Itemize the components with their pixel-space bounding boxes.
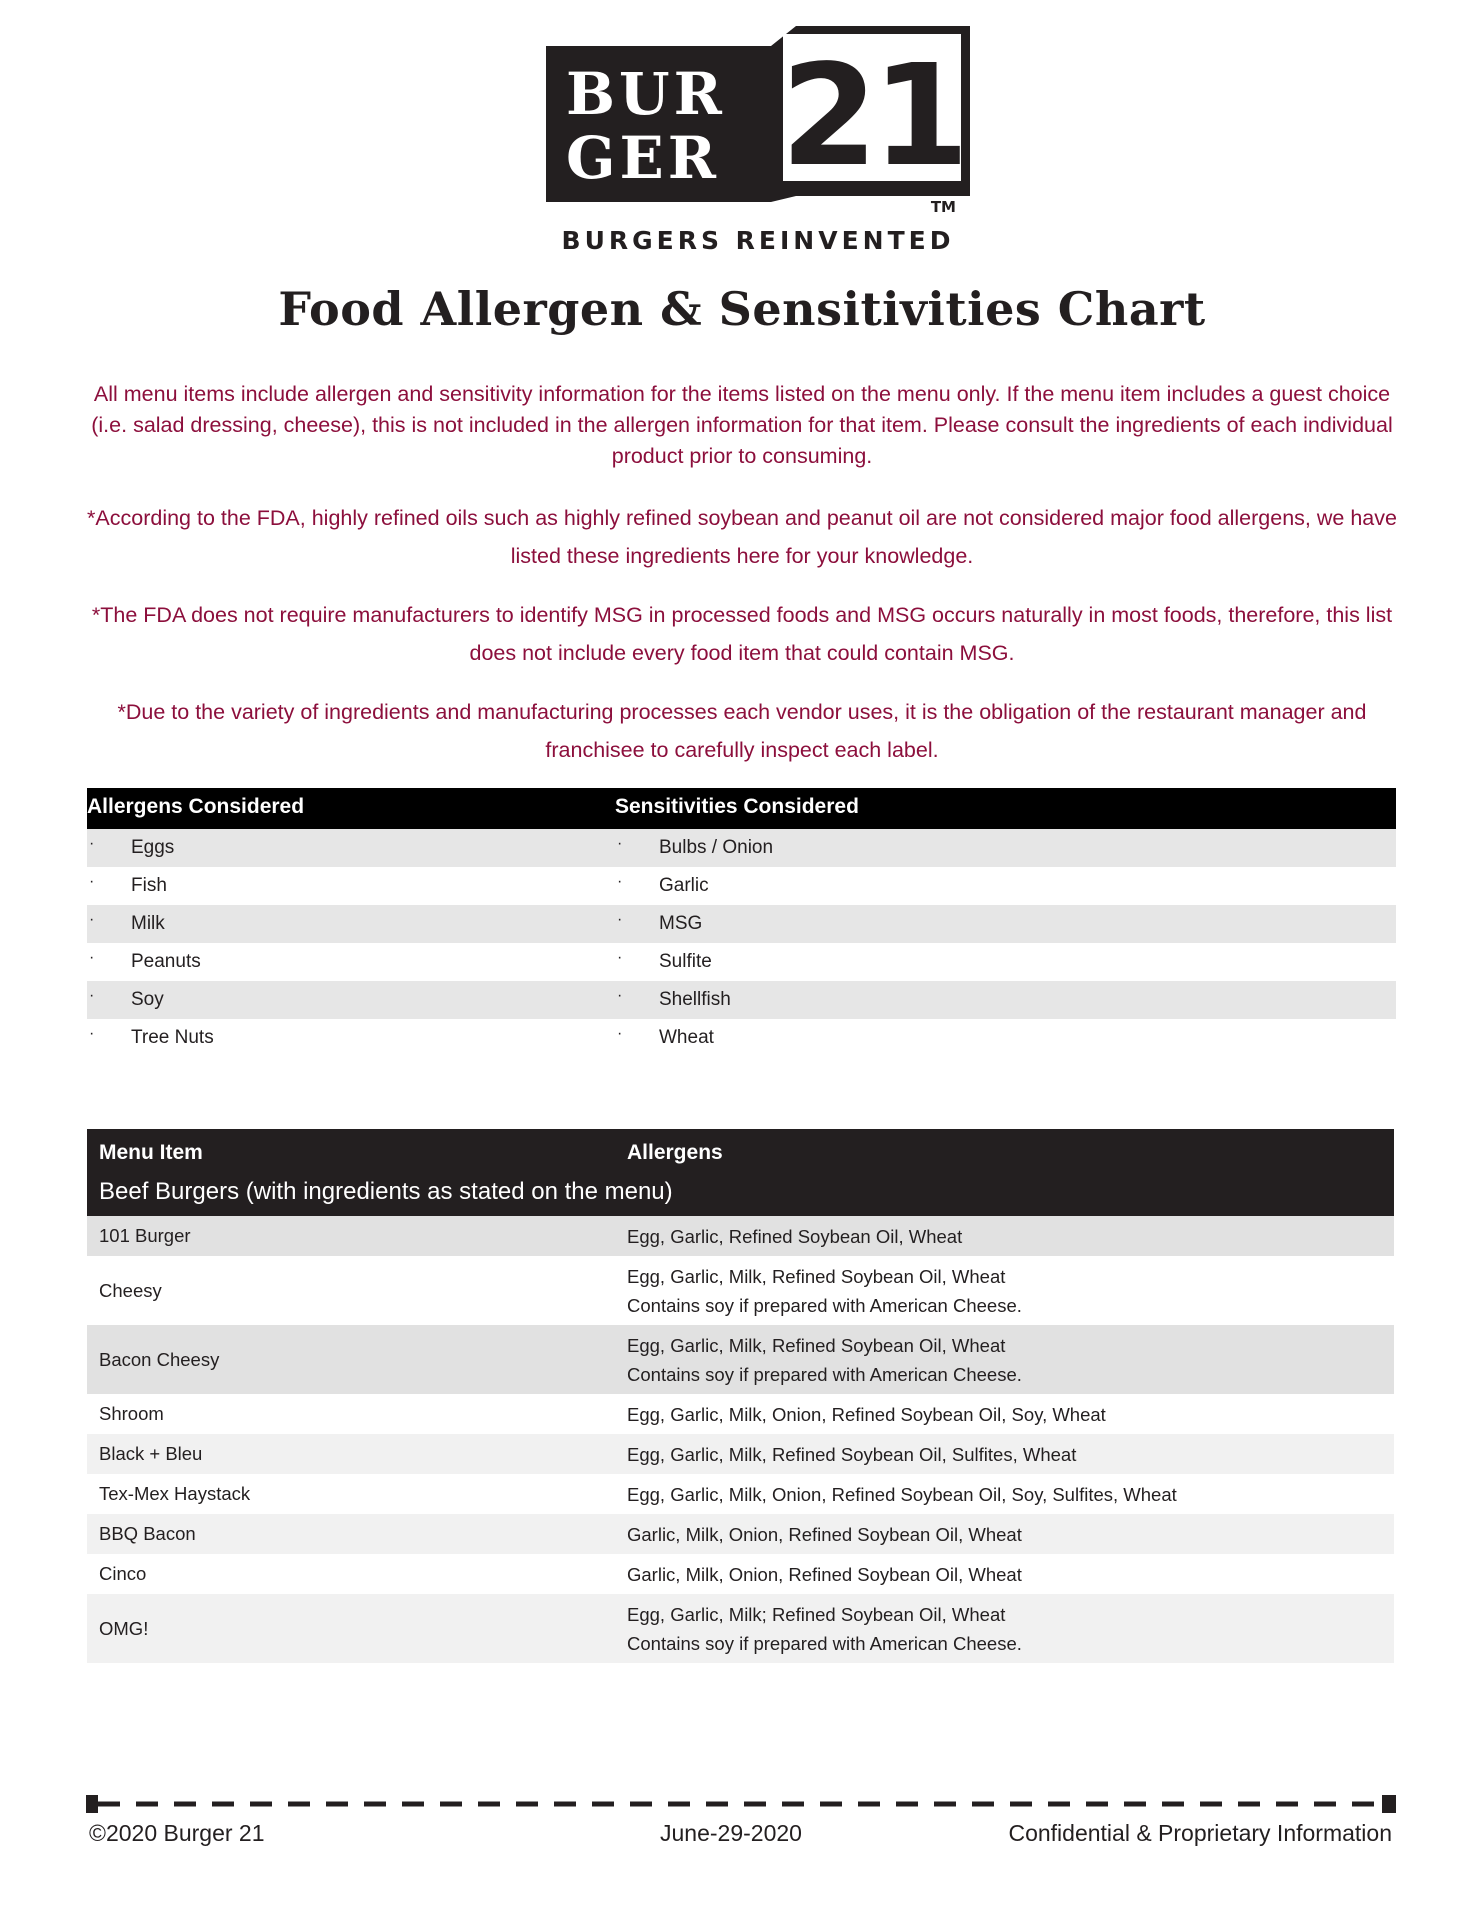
sensitivity-item: Shellfish (659, 989, 731, 1010)
footer-date: June-29-2020 (660, 1820, 802, 1846)
considered-rows (87, 829, 1396, 1057)
bullet-icon: · (617, 911, 623, 928)
bullet-icon: · (617, 835, 623, 852)
section-heading-beef-burgers: Beef Burgers (with ingredients as stated on the menu) (99, 1178, 673, 1205)
logo-tagline: BURGERS REINVENTED (561, 226, 955, 255)
bullet-icon: · (89, 873, 95, 890)
allergen-item: Fish (131, 875, 167, 896)
allergens-column-heading: Allergens (627, 1141, 723, 1164)
footer-copyright: ©2020 Burger 21 (89, 1820, 265, 1846)
menu-item-name: 101 Burger (99, 1225, 191, 1246)
considered-row (87, 829, 1396, 867)
allergen-list: Egg, Garlic, Milk; Refined Soybean Oil, Wheat (627, 1603, 1006, 1625)
allergen-item: Tree Nuts (131, 1027, 214, 1048)
table-row (87, 1394, 1394, 1434)
considered-header (87, 788, 1396, 829)
considered-row (87, 981, 1396, 1019)
allergen-cell (627, 1331, 1022, 1389)
considered-row (87, 867, 1396, 905)
allergen-cell (627, 1520, 1022, 1549)
sensitivities-considered-heading: Sensitivities Considered (615, 795, 859, 818)
allergen-cell (627, 1600, 1022, 1658)
allergens-considered-heading: Allergens Considered (87, 795, 305, 818)
table-row (87, 1554, 1394, 1594)
allergen-cell (627, 1440, 1076, 1469)
allergen-cell (627, 1480, 1177, 1509)
bullet-icon: · (89, 987, 95, 1004)
allergen-list: Egg, Garlic, Milk, Onion, Refined Soybean Oil, Soy, Sulfites, Wheat (627, 1483, 1177, 1505)
table-row (87, 1514, 1394, 1554)
allergen-list: Egg, Garlic, Milk, Refined Soybean Oil, Sulfites, Wheat (627, 1443, 1077, 1465)
menu-item-name: Bacon Cheesy (99, 1348, 220, 1370)
menu-allergen-table (87, 1129, 1394, 1663)
burger21-logo (546, 26, 970, 256)
allergen-item: Peanuts (131, 951, 201, 972)
table-row (87, 1256, 1394, 1325)
allergen-list: Garlic, Milk, Onion, Refined Soybean Oil, Wheat (627, 1523, 1022, 1545)
bullet-icon: · (89, 911, 95, 928)
logo-word-top: BUR (566, 60, 726, 128)
considered-row (87, 905, 1396, 943)
notice-label-inspection: *Due to the variety of ingredients and manufacturing processes each vendor uses, it is the obligation of the restaurant manager and franchisee to carefully inspect each label. (117, 700, 1367, 762)
table-row (87, 1594, 1394, 1663)
rule-end-left (86, 1795, 98, 1813)
menu-item-name: OMG! (99, 1617, 149, 1639)
menu-item-column-heading: Menu Item (99, 1141, 203, 1164)
allergen-item: Soy (131, 989, 164, 1010)
table-row (87, 1474, 1394, 1514)
menu-item-name: Tex-Mex Haystack (99, 1483, 251, 1504)
allergen-list: Egg, Garlic, Milk, Refined Soybean Oil, Wheat (627, 1334, 1006, 1356)
footer-divider (86, 1795, 1396, 1815)
logo-word-bottom: GER (566, 124, 720, 192)
considered-table (87, 788, 1396, 1057)
notice-guest-choice: All menu items include allergen and sensitivity information for the items listed on the menu only. If the menu item includes a guest choice (i.e. salad dressing, cheese), this is not included in the allergen information for that item. Please consult the ingredients of each individual product prior to consuming. (91, 382, 1393, 468)
notice-msg: *The FDA does not require manufacturers to identify MSG in processed foods and MSG occurs naturally in most foods, therefore, this list does not include every food item that could contain MSG. (91, 603, 1393, 665)
allergen-list: Egg, Garlic, Refined Soybean Oil, Wheat (627, 1225, 963, 1247)
trademark-mark: TM (930, 198, 956, 216)
allergen-item: Eggs (131, 837, 175, 858)
allergen-cell (627, 1262, 1022, 1320)
menu-table-header (87, 1129, 1394, 1216)
sensitivity-item: MSG (659, 913, 703, 934)
sensitivity-item: Wheat (659, 1027, 714, 1048)
rule-end-right (1382, 1795, 1396, 1813)
allergen-list: Egg, Garlic, Milk, Onion, Refined Soybean Oil, Soy, Wheat (627, 1403, 1106, 1425)
footer-confidential: Confidential & Proprietary Information (1008, 1820, 1392, 1846)
notice-refined-oils: *According to the FDA, highly refined oils such as highly refined soybean and peanut oil are not considered major food allergens, we have listed these ingredients here for your knowledge. (87, 506, 1397, 568)
page-title: Food Allergen & Sensitivities Chart (278, 282, 1206, 336)
sensitivity-item: Garlic (659, 875, 709, 896)
allergen-note: Contains soy if prepared with American Cheese. (627, 1632, 1022, 1654)
considered-row (87, 1019, 1396, 1057)
menu-item-name: Cheesy (99, 1279, 162, 1301)
logo-mark (546, 26, 970, 226)
table-row (87, 1216, 1394, 1256)
menu-item-name: BBQ Bacon (99, 1523, 196, 1544)
dashed-rule (86, 1795, 1396, 1815)
bullet-icon: · (89, 1025, 95, 1042)
menu-item-name: Shroom (99, 1403, 164, 1424)
bullet-icon: · (89, 835, 95, 852)
allergen-note: Contains soy if prepared with American Cheese. (627, 1294, 1022, 1316)
menu-item-name: Cinco (99, 1563, 147, 1584)
allergen-cell (627, 1400, 1106, 1429)
allergen-cell (627, 1222, 962, 1251)
allergen-list: Egg, Garlic, Milk, Refined Soybean Oil, Wheat (627, 1265, 1006, 1287)
bullet-icon: · (617, 873, 623, 890)
table-row (87, 1434, 1394, 1474)
menu-item-name: Black + Bleu (99, 1443, 203, 1464)
bullet-icon: · (617, 987, 623, 1004)
allergen-list: Garlic, Milk, Onion, Refined Soybean Oil, Wheat (627, 1563, 1022, 1585)
menu-rows (87, 1216, 1394, 1663)
allergen-item: Milk (131, 913, 165, 934)
bullet-icon: · (89, 949, 95, 966)
bullet-icon: · (617, 949, 623, 966)
sensitivity-item: Sulfite (659, 951, 712, 972)
allergen-note: Contains soy if prepared with American Cheese. (627, 1363, 1022, 1385)
bullet-icon: · (617, 1025, 623, 1042)
allergen-cell (627, 1560, 1022, 1589)
considered-row (87, 943, 1396, 981)
sensitivity-item: Bulbs / Onion (659, 837, 774, 858)
table-row (87, 1325, 1394, 1394)
logo-number: 21 (780, 35, 964, 198)
